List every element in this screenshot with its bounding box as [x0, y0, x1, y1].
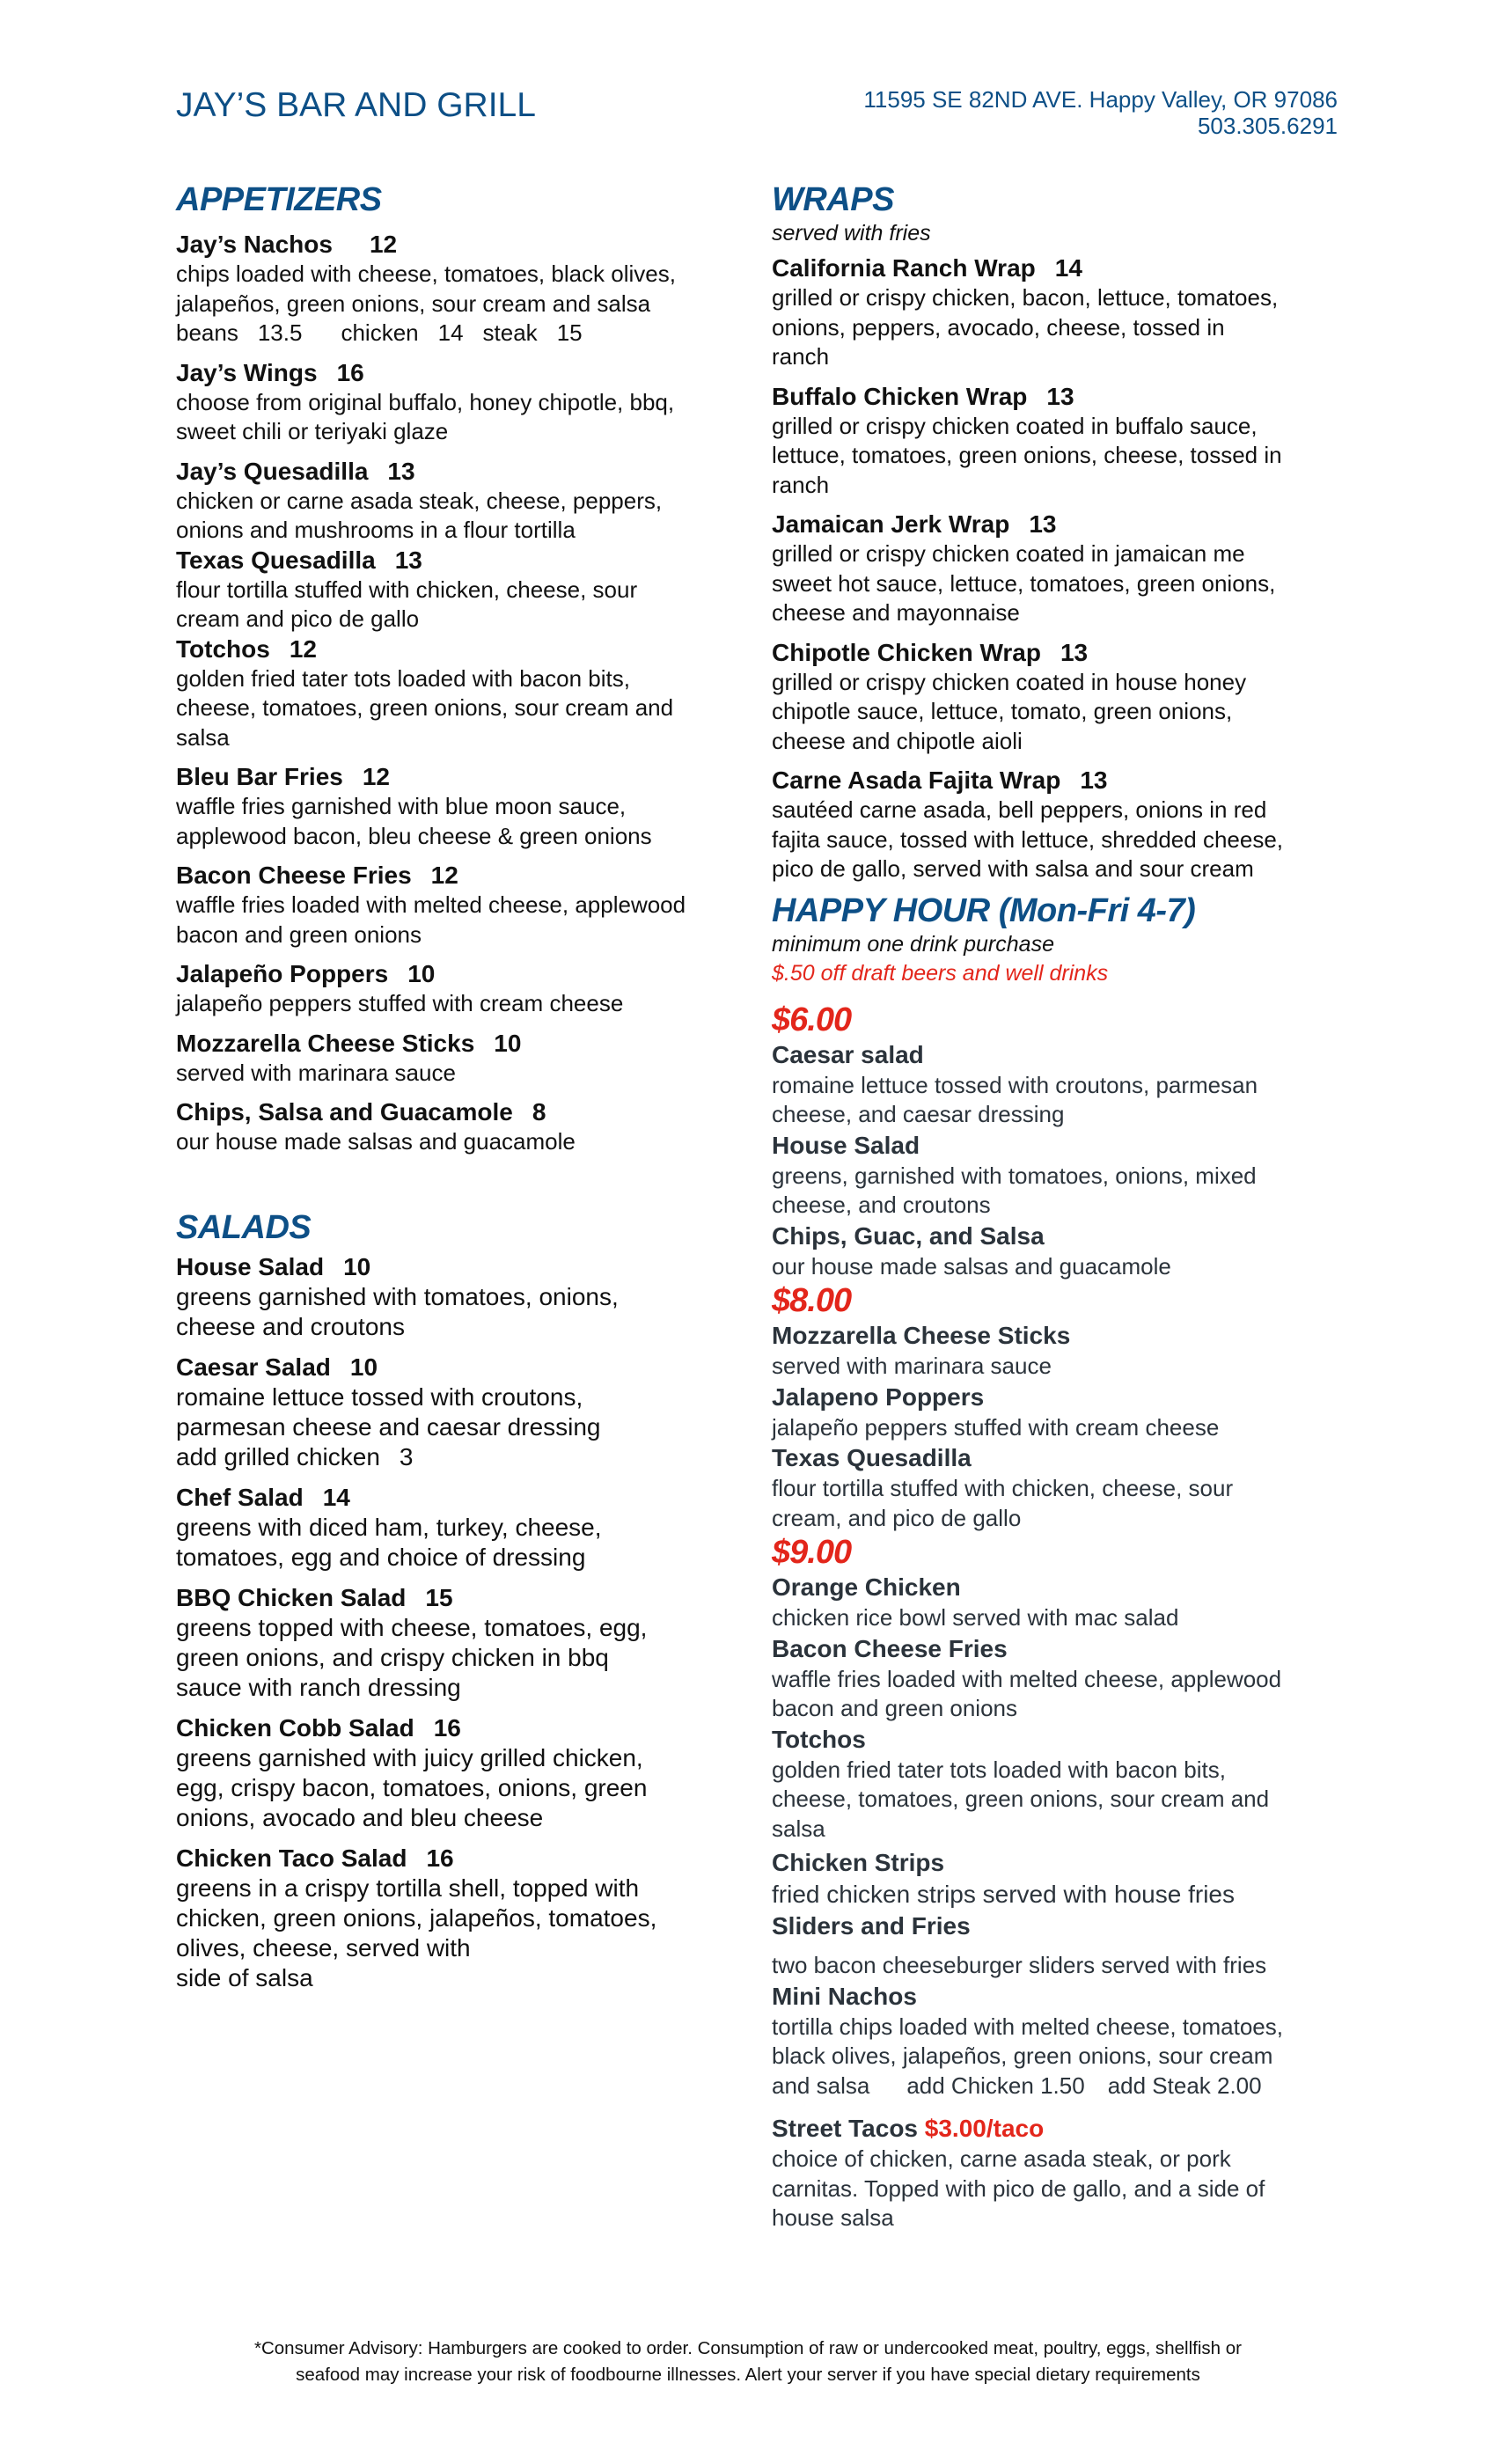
wraps-section: [772, 180, 1353, 884]
item-description: tortilla chips loaded with melted cheese, tomatoes, black olives, jalapeños, green onions, sour cream and salsa add Chicken 1.50 add Steak 2.00: [772, 2013, 1283, 2099]
item-description: golden fried tater tots loaded with bacon bits, cheese, tomatoes, green onions, sour cream and salsa: [772, 1756, 1270, 1842]
item-price: 12: [369, 231, 398, 258]
section-heading-wraps: WRAPS: [772, 181, 894, 218]
salads-section: [176, 1208, 757, 1993]
item-name: Jay’s Quesadilla: [176, 457, 369, 485]
item-description: waffle fries garnished with blue moon sauce, applewood bacon, bleu cheese & green onions: [176, 793, 652, 849]
item-name: House Salad: [772, 1131, 920, 1159]
item-name: Mozzarella Cheese Sticks: [176, 1029, 475, 1057]
menu-item: [772, 510, 1353, 628]
happy-hour-item: [772, 1633, 1353, 1724]
item-name: Chipotle Chicken Wrap: [772, 638, 1041, 666]
item-name: Jalapeno Poppers: [772, 1382, 985, 1411]
item-name: California Ranch Wrap: [772, 254, 1036, 282]
item-description: chips loaded with cheese, tomatoes, black olives, jalapeños, green onions, sour cream and salsa beans 13.5 chicken 14 steak 15: [176, 260, 757, 348]
phone-number: 503.305.6291: [1197, 113, 1338, 139]
item-price: 16: [336, 358, 364, 386]
menu-item: [176, 546, 757, 634]
menu-item: [176, 1097, 757, 1157]
happy-hour-item: [772, 1130, 1353, 1221]
menu-item: [176, 1029, 757, 1089]
happy-hour-item: [772, 1221, 1353, 1282]
item-description: romaine lettuce tossed with croutons, parmesan cheese, and caesar dressing: [772, 1071, 1258, 1127]
right-column: [772, 180, 1353, 2233]
happy-hour-item: [772, 1039, 1353, 1130]
wraps-subtitle: served with fries: [772, 221, 931, 246]
section-heading-salads: SALADS: [176, 1208, 312, 1246]
tier-price-6: $6.00: [772, 1001, 852, 1038]
item-description: served with marinara sauce: [772, 1353, 1052, 1379]
item-price: 13: [1080, 766, 1108, 794]
happy-hour-item: [772, 1320, 1353, 1382]
item-description: greens garnished with tomatoes, onions, cheese and croutons: [176, 1282, 619, 1340]
item-description: romaine lettuce tossed with croutons, parmesan cheese and caesar dressing add grilled chicken 3: [176, 1382, 757, 1472]
item-description: served with marinara sauce: [176, 1059, 456, 1086]
item-name: Buffalo Chicken Wrap: [772, 382, 1028, 410]
item-description: greens with diced ham, turkey, cheese, tomatoes, egg and choice of dressing: [176, 1513, 602, 1571]
item-name: Jalapeño Poppers: [176, 960, 389, 987]
item-name: Chips, Guac, and Salsa: [772, 1221, 1045, 1250]
item-description: our house made salsas and guacamole: [176, 1128, 576, 1155]
happy-hour-item: [772, 1382, 1353, 1443]
addon-steak: add Steak 2.00: [1107, 2072, 1262, 2099]
consumer-advisory: *Consumer Advisory: Hamburgers are cooked to order. Consumption of raw or undercooked meat, poultry, eggs, shellfish or seafood may increase your risk of foodbourne illnesses. Alert your server if you have special dietary requirements: [254, 2338, 1242, 2385]
item-addon: add grilled chicken 3: [176, 1442, 414, 1470]
item-price: 12: [430, 862, 458, 889]
item-description: flour tortilla stuffed with chicken, cheese, sour cream, and pico de gallo: [772, 1475, 1234, 1531]
menu-item: [176, 457, 757, 546]
restaurant-contact: [863, 86, 1338, 139]
tier-price-8: $8.00: [772, 1282, 852, 1319]
item-name: House Salad: [176, 1252, 325, 1280]
item-price: 14: [1054, 254, 1082, 282]
item-description: waffle fries loaded with melted cheese, applewood bacon and green onions: [176, 891, 686, 948]
restaurant-title: JAY’S BAR AND GRILL: [176, 86, 536, 124]
happy-hour-item: [772, 1572, 1353, 1633]
happy-hour-item-street-tacos: [772, 2113, 1353, 2233]
item-description: grilled or crispy chicken coated in buffalo sauce, lettuce, tomatoes, green onions, cheese, tossed in ranch: [772, 412, 1282, 498]
addon-chicken: add Chicken 1.50: [906, 2072, 1085, 2099]
item-price: 10: [407, 960, 436, 987]
item-extras: beans 13.5 chicken 14 steak 15: [176, 319, 583, 346]
happy-hour-section: [772, 891, 1353, 2233]
item-description: greens topped with cheese, tomatoes, egg, green onions, and crispy chicken in bbq sauce with ranch dressing: [176, 1613, 648, 1701]
menu-item: [176, 762, 757, 851]
item-name: Totchos: [176, 634, 270, 663]
item-price: 12: [362, 763, 391, 790]
item-description: grilled or crispy chicken, bacon, lettuce, tomatoes, onions, peppers, avocado, cheese, tossed in ranch: [772, 284, 1279, 370]
happy-hour-item: [772, 1847, 1353, 1910]
item-name: Mini Nachos: [772, 1982, 917, 2010]
item-description: jalapeño peppers stuffed with cream cheese: [176, 990, 624, 1016]
happy-hour-item: [772, 1981, 1353, 2101]
item-name: Caesar Salad: [176, 1353, 331, 1381]
item-description: jalapeño peppers stuffed with cream cheese: [772, 1413, 1220, 1441]
item-name: Totchos: [772, 1725, 866, 1753]
item-name: Bacon Cheese Fries: [772, 1634, 1008, 1662]
item-name: Orange Chicken: [772, 1573, 961, 1601]
item-description: greens, garnished with tomatoes, onions, mixed cheese, and croutons: [772, 1162, 1257, 1218]
item-description: grilled or crispy chicken coated in house honey chipotle sauce, lettuce, tomato, green onions, cheese and chipotle aioli: [772, 668, 1247, 754]
menu-item: [176, 230, 757, 348]
item-name: BBQ Chicken Salad: [176, 1583, 407, 1611]
menu-item: [176, 1713, 757, 1833]
item-description: fried chicken strips served with house fries: [772, 1881, 1235, 1908]
item-name: Chicken Taco Salad: [176, 1844, 407, 1872]
item-description: sautéed carne asada, bell peppers, onions in red fajita sauce, tossed with lettuce, shredded cheese, pico de gallo, served with salsa and sour cream: [772, 796, 1284, 882]
item-name: Jay’s Nachos: [176, 231, 333, 258]
menu-item: [176, 1483, 757, 1573]
address-line: 11595 SE 82ND AVE. Happy Valley, OR 97086: [863, 86, 1338, 113]
menu-item: [176, 1844, 757, 1993]
happy-hour-item: [772, 1910, 1353, 1981]
menu-item: [176, 959, 757, 1019]
item-name: Mozzarella Cheese Sticks: [772, 1322, 1071, 1349]
menu-item: [772, 766, 1353, 884]
menu-item: [176, 1252, 757, 1342]
item-name: Chips, Salsa and Guacamole: [176, 1098, 513, 1126]
menu-item: [176, 634, 757, 753]
item-description: greens in a crispy tortilla shell, topped with chicken, green onions, jalapeños, tomatoes, olives, cheese, served with side of salsa: [176, 1874, 657, 1991]
section-heading-happy-hour: HAPPY HOUR (Mon-Fri 4-7): [772, 891, 1196, 929]
item-name: Texas Quesadilla: [176, 546, 376, 574]
menu-item: [772, 253, 1353, 372]
item-price: 10: [494, 1029, 522, 1057]
tier-price-9: $9.00: [772, 1534, 852, 1571]
item-name: Chicken Strips: [772, 1849, 945, 1876]
item-description: grilled or crispy chicken coated in jamaican me sweet hot sauce, lettuce, tomatoes, green onions, cheese and mayonnaise: [772, 540, 1276, 626]
item-description: choice of chicken, carne asada steak, or pork carnitas. Topped with pico de gallo, and a side of house salsa: [772, 2145, 1265, 2231]
happy-hour-item: [772, 1724, 1353, 1844]
appetizers-section: [176, 180, 757, 1157]
menu-item: [772, 382, 1353, 501]
item-description: flour tortilla stuffed with chicken, cheese, sour cream and pico de gallo: [176, 576, 638, 632]
item-description: chicken or carne asada steak, cheese, peppers, onions and mushrooms in a flour tortilla: [176, 487, 663, 543]
menu-item: [176, 358, 757, 447]
item-name: Caesar salad: [772, 1040, 924, 1068]
item-description: two bacon cheeseburger sliders served with fries: [772, 1952, 1267, 1978]
item-price: 12: [289, 634, 317, 663]
item-name: Jay’s Wings: [176, 358, 318, 386]
item-description: golden fried tater tots loaded with bacon bits, cheese, tomatoes, green onions, sour cream and salsa: [176, 664, 674, 751]
item-price: 8: [532, 1098, 546, 1126]
item-price: 13: [1029, 510, 1057, 538]
item-name: Jamaican Jerk Wrap: [772, 510, 1010, 538]
item-name: Texas Quesadilla: [772, 1444, 972, 1471]
item-price: 10: [343, 1252, 371, 1280]
menu-item: [772, 638, 1353, 757]
item-name: Bleu Bar Fries: [176, 763, 343, 790]
happy-hour-note: minimum one drink purchase: [772, 931, 1054, 957]
item-price: 16: [433, 1713, 461, 1742]
item-description: greens garnished with juicy grilled chicken, egg, crispy bacon, tomatoes, onions, green onions, avocado and bleu cheese: [176, 1743, 648, 1831]
item-price: 14: [322, 1483, 350, 1511]
item-price: 13: [1046, 382, 1074, 410]
left-column: [176, 180, 757, 1993]
item-price: 16: [426, 1844, 454, 1872]
item-price: 13: [1060, 638, 1089, 666]
item-name: Sliders and Fries: [772, 1912, 971, 1940]
item-name: Chef Salad: [176, 1483, 304, 1511]
happy-hour-drink-deal: $.50 off draft beers and well drinks: [772, 960, 1109, 986]
item-description: waffle fries loaded with melted cheese, applewood bacon and green onions: [772, 1665, 1282, 1721]
item-price: 10: [349, 1353, 378, 1381]
item-name: Street Tacos: [772, 2115, 918, 2142]
item-price: $3.00/taco: [924, 2115, 1045, 2142]
item-price: 15: [425, 1583, 453, 1611]
section-heading-appetizers: APPETIZERS: [176, 181, 382, 218]
item-description: choose from original buffalo, honey chipotle, bbq, sweet chili or teriyaki glaze: [176, 388, 675, 444]
item-price: 13: [387, 457, 415, 485]
item-description: chicken rice bowl served with mac salad: [772, 1604, 1179, 1631]
happy-hour-item: [772, 1442, 1353, 1533]
item-description: our house made salsas and guacamole: [772, 1252, 1171, 1280]
item-name: Bacon Cheese Fries: [176, 862, 412, 889]
menu-item: [176, 1583, 757, 1703]
item-name: Chicken Cobb Salad: [176, 1713, 414, 1742]
menu-item: [176, 861, 757, 950]
item-name: Carne Asada Fajita Wrap: [772, 766, 1061, 794]
item-price: 13: [394, 546, 422, 574]
menu-item: [176, 1353, 757, 1472]
